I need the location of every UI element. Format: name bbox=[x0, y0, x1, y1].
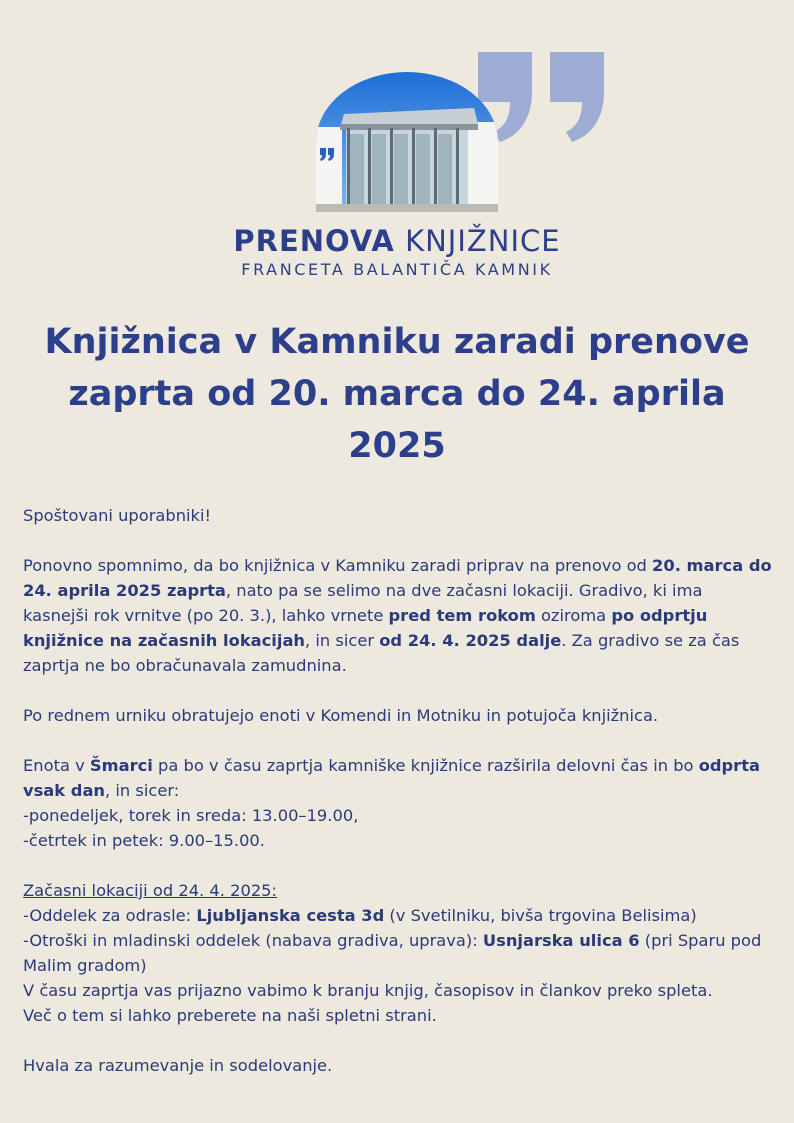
logo bbox=[0, 0, 794, 300]
p1-text-e: oziroma bbox=[535, 606, 612, 625]
schedule-mon-wed: -ponedeljek, torek in sreda: 13.00–19.00, bbox=[23, 806, 359, 825]
online-reading-invite: V času zaprtja vas prijazno vabimo k branju knjig, časopisov in člankov preko spleta. bbox=[23, 981, 713, 1000]
p1-text-i: . Za gradivo se za čas zaprtja ne bo obračunavala zamudnina. bbox=[23, 631, 740, 675]
p3-open-daily: odprta vsak dan bbox=[23, 756, 760, 800]
p3-text-e: , in sicer: bbox=[105, 781, 180, 800]
page-title: Knjižnica v Kamniku zaradi prenove zaprta od 20. marca do 24. aprila 2025 bbox=[44, 322, 750, 466]
brand-title-bold: PRENOVA bbox=[233, 224, 395, 258]
location-adults bbox=[23, 903, 773, 928]
paragraph-temporary-locations bbox=[23, 878, 773, 1028]
library-building-photo bbox=[316, 72, 498, 212]
location-children-note: (pri Sparu pod Malim gradom) bbox=[23, 931, 762, 975]
location-adults-address: Ljubljanska cesta 3d bbox=[196, 906, 385, 925]
temporary-locations-heading: Začasni lokaciji od 24. 4. 2025: bbox=[23, 881, 278, 900]
brand-subtitle: FRANCETA BALANTIČA KAMNIK bbox=[241, 260, 553, 279]
location-children-address: Usnjarska ulica 6 bbox=[482, 931, 640, 950]
location-adults-note: (v Svetilniku, bivša trgovina Belisima) bbox=[384, 906, 697, 925]
closing-line: Hvala za razumevanje in sodelovanje. bbox=[23, 1056, 333, 1075]
brand-title bbox=[0, 224, 794, 258]
website-info: Več o tem si lahko preberete na naši spletni strani. bbox=[23, 1006, 437, 1025]
p1-before-deadline: pred tem rokom bbox=[388, 606, 536, 625]
greeting: Spoštovani uporabniki! bbox=[23, 506, 212, 525]
location-adults-label: -Oddelek za odrasle: bbox=[23, 906, 197, 925]
paragraph-other-units: Po rednem urniku obratujejo enoti v Komendi in Motniku in potujoča knjižnica. bbox=[23, 706, 659, 725]
schedule-thu-fri: -četrtek in petek: 9.00–15.00. bbox=[23, 831, 265, 850]
p1-from-date: od 24. 4. 2025 dalje bbox=[379, 631, 562, 650]
p3-text-c: pa bo v času zaprtja kamniške knjižnice razširila delovni čas in bo bbox=[152, 756, 699, 775]
p1-after-reopening: po odprtju knjižnice na začasnih lokacijah bbox=[23, 606, 708, 650]
paragraph-closure bbox=[23, 553, 773, 678]
paragraph-smarca bbox=[23, 753, 773, 853]
p1-closure-dates: 20. marca do 24. aprila 2025 zaprta bbox=[23, 556, 772, 600]
notice-body bbox=[23, 503, 773, 1078]
p1-text-g: , in sicer bbox=[305, 631, 380, 650]
p1-text-a: Ponovno spomnimo, da bo knjižnica v Kamniku zaradi priprav na prenovo od bbox=[23, 556, 653, 575]
brand-title-light: KNJIŽNICE bbox=[405, 224, 561, 258]
p1-text-c: , nato pa se selimo na dve začasni lokaciji. Gradivo, ki ima kasnejši rok vrnitve (po 20. 3.), lahko vrnete bbox=[23, 581, 703, 625]
location-children-label: -Otroški in mladinski oddelek (nabava gradiva, uprava): bbox=[23, 931, 483, 950]
location-children bbox=[23, 928, 773, 978]
p3-text-a: Enota v bbox=[23, 756, 90, 775]
p3-smarca: Šmarci bbox=[89, 756, 153, 775]
